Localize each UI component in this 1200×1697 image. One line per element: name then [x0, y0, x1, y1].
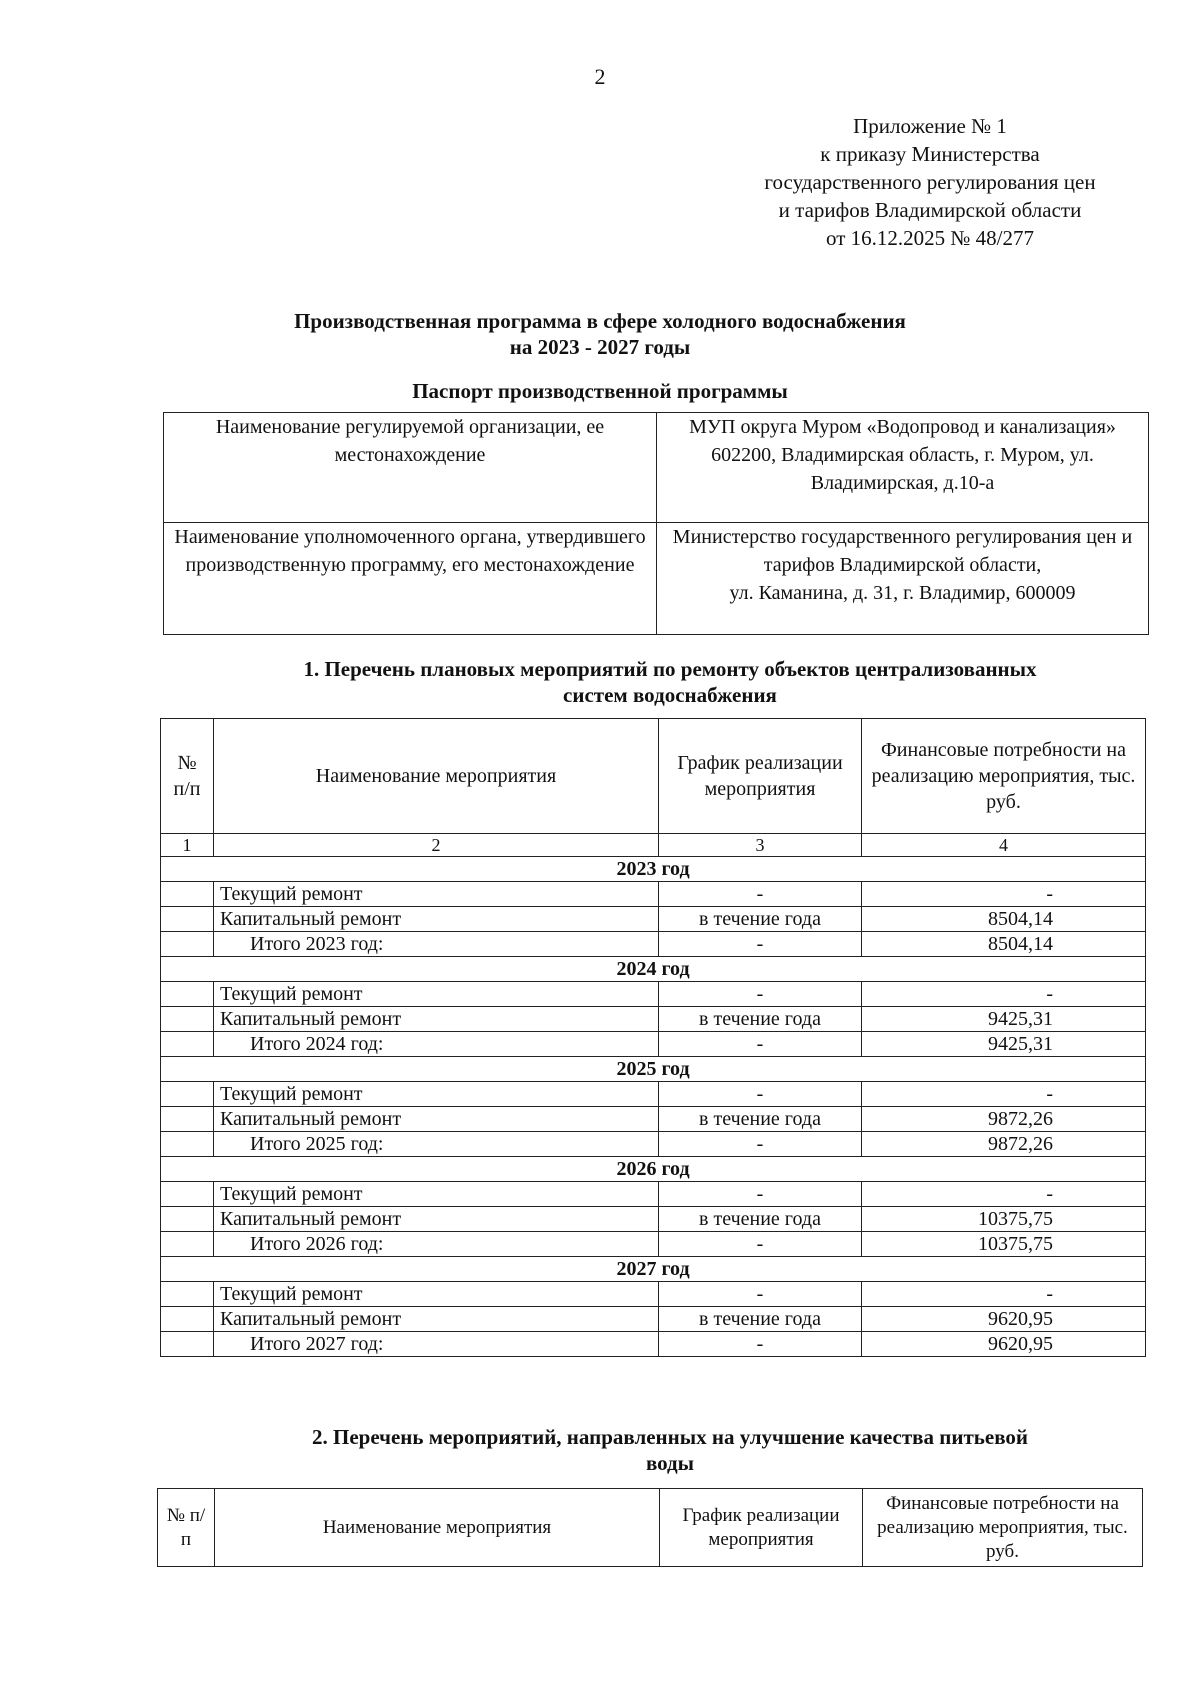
title-line: Производственная программа в сфере холодного водоснабжения: [294, 309, 906, 333]
table-row: [161, 1182, 1146, 1207]
row-schedule: в течение года: [659, 907, 862, 932]
year-row: [161, 857, 1146, 882]
row-finance: -: [862, 1182, 1146, 1207]
row-num: [161, 1107, 214, 1132]
row-num: [161, 1232, 214, 1257]
row-schedule: в течение года: [659, 1007, 862, 1032]
row-num: [161, 1332, 214, 1357]
passport-value-line: МУП округа Муром «Водопровод и канализация»: [689, 416, 1116, 438]
heading-line: систем водоснабжения: [563, 683, 777, 707]
row-num: [161, 1182, 214, 1207]
year-row: [161, 1257, 1146, 1282]
row-name: Текущий ремонт: [214, 1082, 659, 1107]
appendix-line: Приложение № 1: [853, 114, 1007, 138]
row-num: [161, 1132, 214, 1157]
table-row: [161, 982, 1146, 1007]
header-name: Наименование мероприятия: [215, 1489, 660, 1567]
row-schedule: в течение года: [659, 1307, 862, 1332]
row-schedule: -: [659, 1082, 862, 1107]
row-finance: 9872,26: [862, 1132, 1146, 1157]
header-name: Наименование мероприятия: [214, 719, 659, 834]
header-num: № п/п: [161, 719, 214, 834]
appendix-block: [700, 112, 1160, 252]
table-row: [161, 1232, 1146, 1257]
table-row: [161, 1282, 1146, 1307]
year-label: 2026 год: [161, 1157, 1146, 1182]
row-finance: 9425,31: [862, 1007, 1146, 1032]
passport-title: Паспорт производственной программы: [412, 379, 788, 403]
row-name: Итого 2027 год:: [214, 1332, 659, 1357]
row-finance: -: [862, 1082, 1146, 1107]
row-schedule: -: [659, 1182, 862, 1207]
column-number: 1: [161, 834, 214, 857]
section1-heading: [180, 656, 1160, 708]
table-row: [161, 882, 1146, 907]
appendix-line: и тарифов Владимирской области: [778, 198, 1082, 222]
passport-row: [164, 413, 1149, 523]
year-label: 2025 год: [161, 1057, 1146, 1082]
row-schedule: в течение года: [659, 1207, 862, 1232]
row-name: Капитальный ремонт: [214, 1007, 659, 1032]
row-finance: 8504,14: [862, 932, 1146, 957]
row-schedule: в течение года: [659, 1107, 862, 1132]
year-label: 2023 год: [161, 857, 1146, 882]
row-finance: 9872,26: [862, 1107, 1146, 1132]
quality-table: [157, 1488, 1143, 1567]
row-name: Итого 2023 год:: [214, 932, 659, 957]
year-row: [161, 1057, 1146, 1082]
row-finance: 10375,75: [862, 1207, 1146, 1232]
row-schedule: -: [659, 1332, 862, 1357]
passport-value: [657, 523, 1149, 635]
document-title: [150, 308, 1050, 360]
row-finance: -: [862, 882, 1146, 907]
row-num: [161, 907, 214, 932]
year-label: 2024 год: [161, 957, 1146, 982]
table-header-row: [158, 1489, 1143, 1567]
row-name: Капитальный ремонт: [214, 1107, 659, 1132]
row-schedule: -: [659, 1032, 862, 1057]
year-row: [161, 957, 1146, 982]
passport-label: Наименование регулируемой организации, ее местонахождение: [164, 413, 657, 523]
row-name: Итого 2024 год:: [214, 1032, 659, 1057]
row-name: Итого 2026 год:: [214, 1232, 659, 1257]
passport-value-line: Министерство государственного регулирования цен и тарифов Владимирской области,: [672, 526, 1133, 576]
header-num: № п/п: [158, 1489, 215, 1567]
page-number: 2: [594, 64, 606, 89]
row-schedule: -: [659, 1132, 862, 1157]
row-num: [161, 1307, 214, 1332]
table-row: [161, 1132, 1146, 1157]
row-schedule: -: [659, 1232, 862, 1257]
table-row: [161, 1332, 1146, 1357]
passport-row: [164, 523, 1149, 635]
row-name: Текущий ремонт: [214, 982, 659, 1007]
table-row: [161, 1007, 1146, 1032]
row-num: [161, 1007, 214, 1032]
heading-line: 1. Перечень плановых мероприятий по ремонту объектов централизованных: [303, 657, 1037, 681]
passport-table: [163, 412, 1149, 635]
row-name: Капитальный ремонт: [214, 1307, 659, 1332]
row-finance: 8504,14: [862, 907, 1146, 932]
table-row: [161, 1082, 1146, 1107]
row-finance: -: [862, 1282, 1146, 1307]
row-name: Капитальный ремонт: [214, 1207, 659, 1232]
section2-heading: [180, 1424, 1160, 1476]
row-name: Текущий ремонт: [214, 1182, 659, 1207]
passport-value: [657, 413, 1149, 523]
row-schedule: -: [659, 982, 862, 1007]
column-number: 4: [862, 834, 1146, 857]
row-finance: -: [862, 982, 1146, 1007]
row-num: [161, 932, 214, 957]
row-finance: 10375,75: [862, 1232, 1146, 1257]
passport-value-line: ул. Каманина, д. 31, г. Владимир, 600009: [729, 582, 1076, 604]
column-number: 2: [214, 834, 659, 857]
row-num: [161, 982, 214, 1007]
row-finance: 9620,95: [862, 1332, 1146, 1357]
table-row: [161, 932, 1146, 957]
heading-line: воды: [645, 1451, 695, 1475]
appendix-line: от 16.12.2025 № 48/277: [825, 226, 1035, 250]
appendix-line: к приказу Министерства: [820, 142, 1040, 166]
repair-table: [160, 718, 1146, 1357]
row-schedule: -: [659, 1282, 862, 1307]
row-name: Текущий ремонт: [214, 882, 659, 907]
row-finance: 9425,31: [862, 1032, 1146, 1057]
header-schedule: График реализации мероприятия: [660, 1489, 863, 1567]
table-row: [161, 1207, 1146, 1232]
column-number-row: [161, 834, 1146, 857]
table-row: [161, 1032, 1146, 1057]
appendix-line: государственного регулирования цен: [764, 170, 1096, 194]
row-num: [161, 1032, 214, 1057]
table-row: [161, 1107, 1146, 1132]
row-schedule: -: [659, 882, 862, 907]
row-num: [161, 1082, 214, 1107]
table-row: [161, 907, 1146, 932]
year-row: [161, 1157, 1146, 1182]
row-name: Капитальный ремонт: [214, 907, 659, 932]
row-num: [161, 1282, 214, 1307]
row-name: Текущий ремонт: [214, 1282, 659, 1307]
row-schedule: -: [659, 932, 862, 957]
row-finance: 9620,95: [862, 1307, 1146, 1332]
passport-value-line: 602200, Владимирская область, г. Муром, ул. Владимирская, д.10-а: [711, 444, 1094, 494]
table-header-row: [161, 719, 1146, 834]
table-row: [161, 1307, 1146, 1332]
heading-line: 2. Перечень мероприятий, направленных на улучшение качества питьевой: [311, 1425, 1029, 1449]
header-finance: Финансовые потребности на реализацию мероприятия, тыс. руб.: [862, 719, 1146, 834]
row-num: [161, 1207, 214, 1232]
year-label: 2027 год: [161, 1257, 1146, 1282]
row-name: Итого 2025 год:: [214, 1132, 659, 1157]
row-num: [161, 882, 214, 907]
header-finance: Финансовые потребности на реализацию мероприятия, тыс. руб.: [863, 1489, 1143, 1567]
passport-label: Наименование уполномоченного органа, утвердившего производственную программу, его местонахождение: [164, 523, 657, 635]
header-schedule: График реализации мероприятия: [659, 719, 862, 834]
title-line: на 2023 - 2027 годы: [509, 335, 691, 359]
column-number: 3: [659, 834, 862, 857]
